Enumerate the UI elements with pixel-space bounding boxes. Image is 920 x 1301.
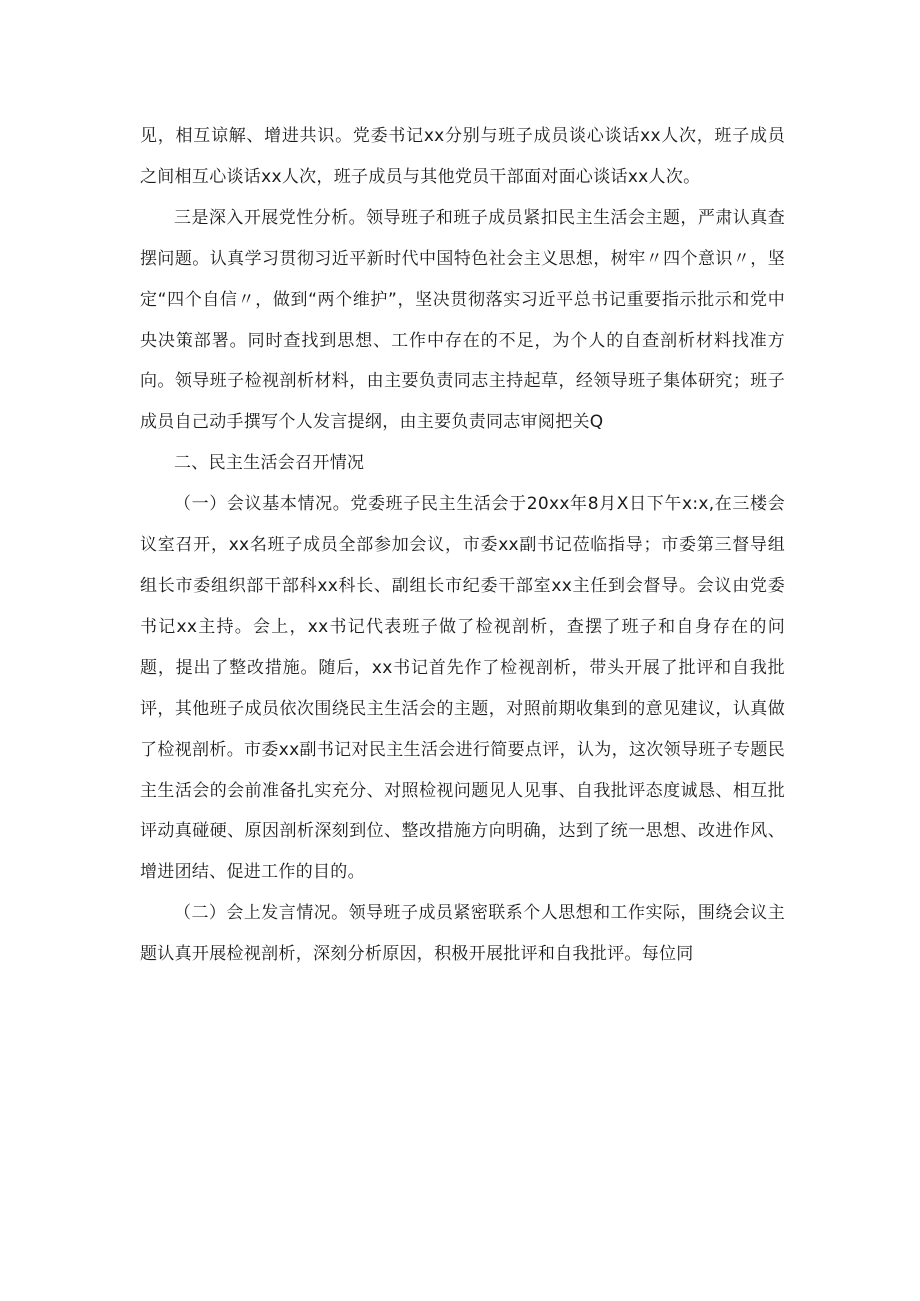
paragraph-party-analysis: 三是深入开展党性分析。领导班子和班子成员紧扣民主生活会主题，严肃认真查摆问题。认真学习贯彻习近平新时代中国特色社会主义思想，树牢〃四个意识〃，坚定“四个自信〃，做到“两个维护”，坚决贯彻落实习近平总书记重要指示批示和党中央决策部署。同时查找到思想、工作中存在的不足，为个人的自查剖析材料找准方向。领导班子检视剖析材料，由主要负责同志主持起草，经领导班子集体研究；班子成员自己动手撰写个人发言提纲，由主要负责同志审阅把关Q [140,207,785,433]
document-body [140,116,785,975]
paragraph-meeting-speeches: （二）会上发言情况。领导班子成员紧密联系个人思想和工作实际，围绕会议主题认真开展检视剖析，深刻分析原因，积极开展批评和自我批评。每位同 [140,903,785,965]
paragraph-continuation: 见，相互谅解、增进共识。党委书记xx分别与班子成员谈心谈话xx人次，班子成员之间相互心谈话xx人次，班子成员与其他党员干部面对面心谈话xx人次。 [140,126,785,187]
paragraph-meeting-basics: （一）会议基本情况。党委班子民主生活会于20xx年8月X日下午x:x,在三楼会议室召开，xx名班子成员全部参加会议，市委xx副书记莅临指导；市委第三督导组组长市委组织部干部科xx科长、副组长市纪委干部室xx主任到会督导。会议由党委书记xx主持。会上，xx书记代表班子做了检视剖析，查摆了班子和自身存在的问题，提出了整改措施。随后，xx书记首先作了检视剖析，带头开展了批评和自我批评，其他班子成员依次围绕民主生活会的主题，对照前期收集到的意见建议，认真做了检视剖析。市委xx副书记对民主生活会进行简要点评，认为，这次领导班子专题民主生活会的会前准备扎实充分、对照检视问题见人见事、自我批评态度诚恳、相互批评动真碰硬、原因剖析深刻到位、整改措施方向明确，达到了统一思想、改进作风、增进团结、促进工作的目的。 [140,494,785,883]
section-heading: 二、民主生活会召开情况 [174,453,365,474]
